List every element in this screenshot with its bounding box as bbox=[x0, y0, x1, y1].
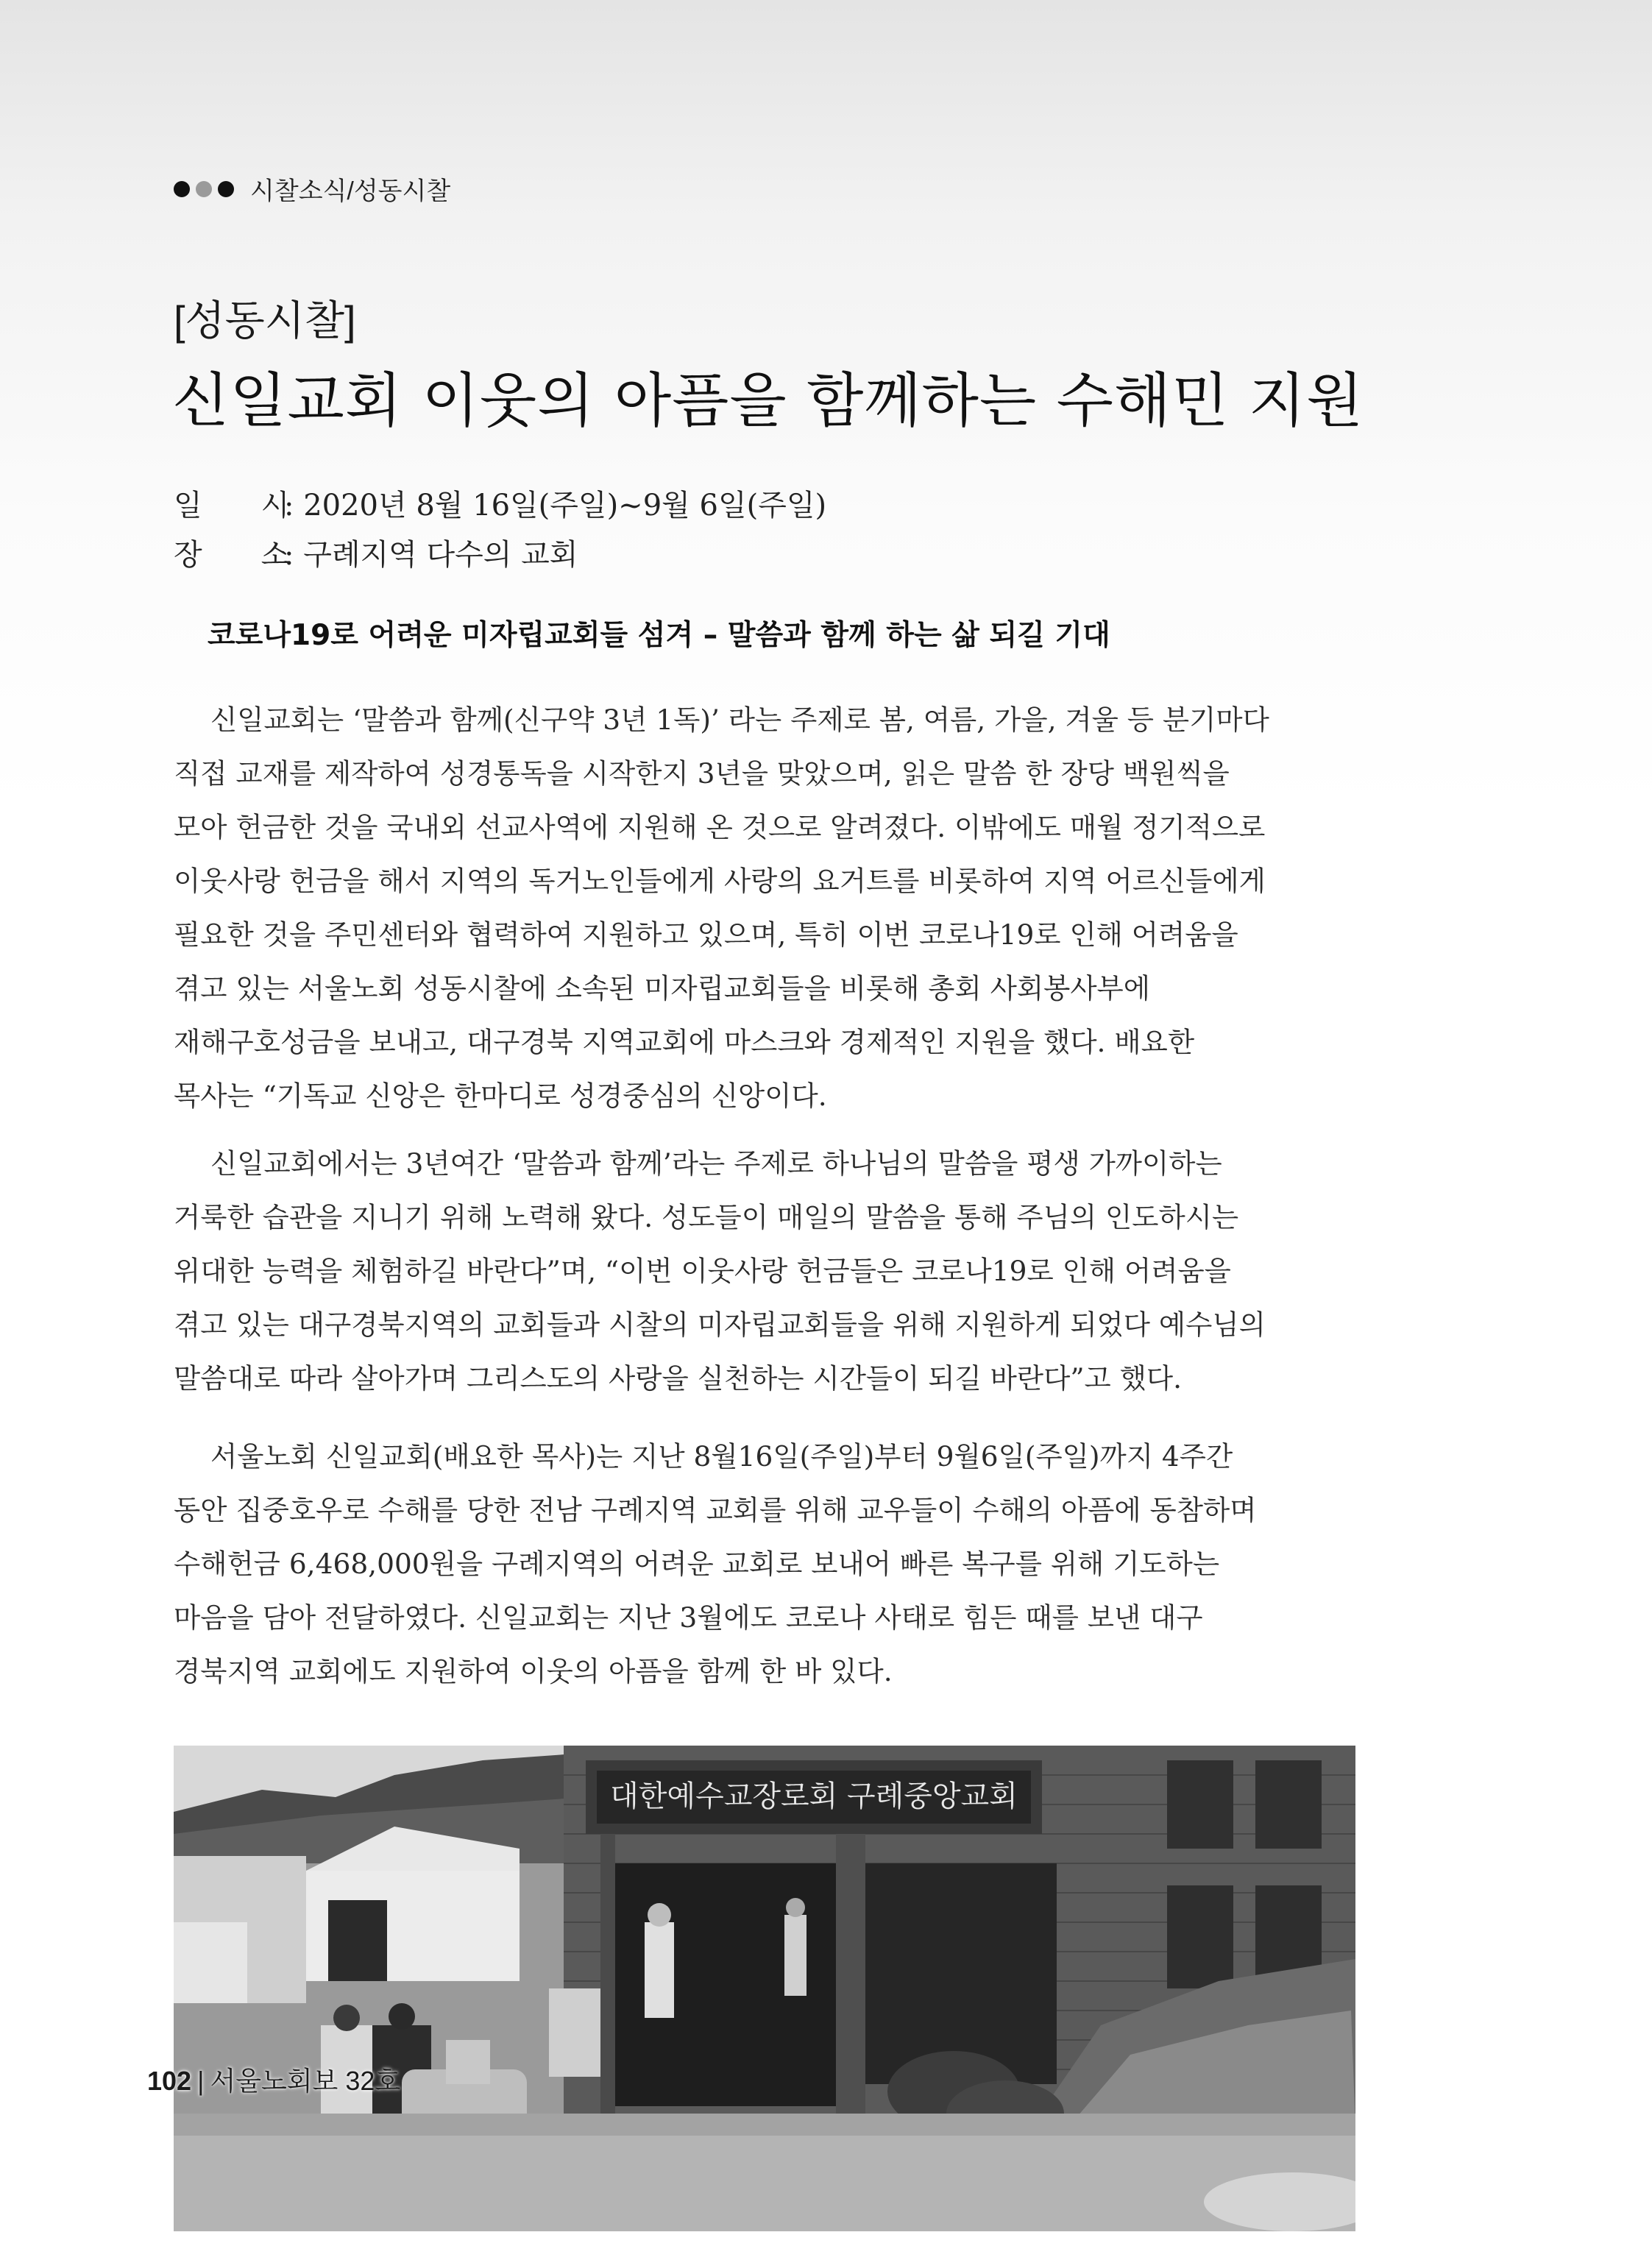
paragraph-line: 겪고 있는 서울노회 성동시찰에 소속된 미자립교회들을 비롯해 총회 사회봉사부에 bbox=[174, 972, 1151, 1005]
publication-name: 서울노회보 32호 bbox=[210, 2066, 401, 2096]
paragraph-line: 목사는 “기독교 신앙은 한마디로 성경중심의 신앙이다. bbox=[174, 1080, 827, 1112]
paragraph-line: 마음을 담아 전달하였다. 신일교회는 지난 3월에도 코로나 사태로 힘든 때를 보낸 대구 bbox=[174, 1601, 1203, 1634]
paragraph-line: 서울노회 신일교회(배요한 목사)는 지난 8월16일(주일)부터 9월6일(주일)까지 4주간 bbox=[210, 1440, 1233, 1473]
paragraph-line: 신일교회에서는 3년여간 ‘말씀과 함께’라는 주제로 하나님의 말씀을 평생 가까이하는 bbox=[210, 1147, 1222, 1180]
bullet-dot-icon bbox=[174, 181, 190, 197]
signboard-text: 대한예수교장로회 구례중앙교회 bbox=[610, 1779, 1018, 1813]
church-photo bbox=[174, 1746, 1355, 2231]
paragraph-line: 직접 교재를 제작하여 성경통독을 시작한지 3년을 맞았으며, 읽은 말씀 한 장당 백원씩을 bbox=[174, 757, 1230, 790]
paragraph-line: 신일교회는 ‘말씀과 함께(신구약 3년 1독)’ 라는 주제로 봄, 여름, 가을, 겨울 등 분기마다 bbox=[210, 704, 1269, 736]
paragraph-line: 수해헌금 6,468,000원을 구례지역의 어려운 교회로 보내어 빠른 복구를 위해 기도하는 bbox=[174, 1548, 1220, 1580]
meta-date bbox=[174, 482, 826, 524]
meta-key: 장 소 bbox=[174, 538, 290, 572]
paragraph bbox=[174, 1430, 1355, 1698]
bullet-dot-icon bbox=[196, 181, 212, 197]
article-subheading: 코로나19로 어려운 미자립교회들 섬겨 – 말씀과 함께 하는 삶 되길 기대 bbox=[208, 619, 1110, 652]
meta-value: : 2020년 8월 16일(주일)~9월 6일(주일) bbox=[284, 489, 827, 523]
paragraph-line: 경북지역 교회에도 지원하여 이웃의 아픔을 함께 한 바 있다. bbox=[174, 1655, 893, 1687]
paragraph bbox=[174, 1137, 1355, 1406]
page-number: 102 bbox=[147, 2066, 192, 2096]
paragraph-line: 동안 집중호우로 수해를 당한 전남 구례지역 교회를 위해 교우들이 수해의 아픔에 동참하며 bbox=[174, 1494, 1257, 1526]
section-label: 시찰소식/성동시찰 bbox=[250, 177, 451, 205]
paragraph-line: 이웃사랑 헌금을 해서 지역의 독거노인들에게 사랑의 요거트를 비롯하여 지역 어르신들에게 bbox=[174, 865, 1266, 897]
meta-location bbox=[174, 531, 578, 573]
article-title: 신일교회 이웃의 아픔을 함께하는 수해민 지원 bbox=[172, 366, 1364, 435]
paragraph-line: 재해구호성금을 보내고, 대구경북 지역교회에 마스크와 경제적인 지원을 했다. 배요한 bbox=[174, 1026, 1195, 1058]
meta-value: : 구례지역 다수의 교회 bbox=[284, 538, 578, 572]
bullet-dot-icon bbox=[218, 181, 234, 197]
paragraph-line: 겪고 있는 대구경북지역의 교회들과 시찰의 미자립교회들을 위해 지원하게 되었다 예수님의 bbox=[174, 1308, 1266, 1341]
paragraph-line: 말씀대로 따라 살아가며 그리스도의 사랑을 실천하는 시간들이 되길 바란다”고 했다. bbox=[174, 1362, 1183, 1395]
page-footer bbox=[147, 2061, 400, 2098]
paragraph-line: 모아 헌금한 것을 국내외 선교사역에 지원해 온 것으로 알려졌다. 이밖에도 매월 정기적으로 bbox=[174, 811, 1266, 843]
article-category: [성동시찰] bbox=[174, 297, 356, 344]
paragraph-line: 거룩한 습관을 지니기 위해 노력해 왔다. 성도들이 매일의 말씀을 통해 주님의 인도하시는 bbox=[174, 1201, 1239, 1233]
section-header bbox=[174, 171, 450, 207]
paragraph bbox=[174, 693, 1355, 1123]
paragraph-line: 필요한 것을 주민센터와 협력하여 지원하고 있으며, 특히 이번 코로나19로 인해 어려움을 bbox=[174, 918, 1238, 951]
footer-separator: | bbox=[197, 2066, 205, 2096]
paragraph-line: 위대한 능력을 체험하길 바란다”며, “이번 이웃사랑 헌금들은 코로나19로 인해 어려움을 bbox=[174, 1255, 1231, 1287]
meta-key: 일 시 bbox=[174, 489, 290, 523]
